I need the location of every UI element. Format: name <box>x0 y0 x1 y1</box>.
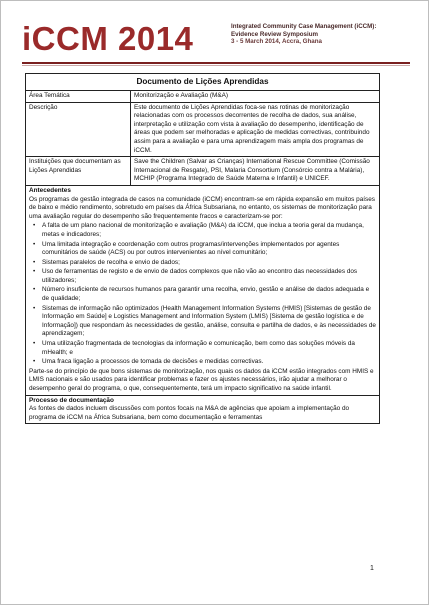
antecedentes-bullet-list <box>29 222 376 367</box>
list-item: • Uma limitada integração e coordenação com outros programas/intervenções implementados por agentes comunitários de saúde (ACS) ou por outros intervenientes ao nível comunitário; <box>42 241 376 258</box>
row-label: Área Temática <box>26 91 131 103</box>
symposium-title-line1: Integrated Community Case Management (iCCM): <box>231 23 377 30</box>
list-item: • Uma fraca ligação a processos de tomada de decisões e medidas correctivas. <box>42 358 376 367</box>
list-item: • Uso de ferramentas de registo e de envio de dados complexos que não vão ao encontro das necessidades dos utilizadores; <box>42 268 376 285</box>
table-row-antecedentes <box>26 185 380 395</box>
row-label: Instituições que documentam as Lições Aprendidas <box>26 157 131 186</box>
table-row <box>26 91 380 103</box>
list-item: • Uma utilização fragmentada de tecnologias da informação e comunicação, bem como das soluções móveis da mHealth; e <box>42 340 376 357</box>
row-value: Monitorização e Avaliação (M&A) <box>131 91 380 103</box>
lessons-learned-table <box>25 73 380 424</box>
antecedentes-section <box>26 185 380 395</box>
header-rule-thin <box>22 65 410 66</box>
section-title: Antecedentes <box>29 186 71 194</box>
list-item: • Número insuficiente de recursos humanos para garantir uma recolha, envio, gestão e análise de dados adequada e de qualidade; <box>42 286 376 303</box>
list-item: • A falta de um plano nacional de monitorização e avaliação (M&A) da iCCM, que inclua a teoria geral da mudança, metas e indicadores; <box>42 222 376 239</box>
table-row <box>26 157 380 186</box>
row-value: Save the Children (Salvar as Crianças) International Rescue Committee (Comissão Internacional de Resgate), PSI, Malaria Consortium (Consórcio contra a Malária), MCHIP (Programa Integrado de Saúde Materna e Infantil) e UNICEF. <box>131 157 380 186</box>
antecedentes-outro: Parte-se do princípio de que bons sistemas de monitorização, nos quais os dados da iCCM estão integrados com HMIS e LMIS nacionais e são usados para identificar problemas e fazer os ajustes necessários, irão ajudar a melhorar o desempenho geral do programa, o que, consequentemente, terá um impacto significativo na saúde infantil. <box>29 367 374 392</box>
processo-section <box>26 395 380 424</box>
table-row-processo <box>26 395 380 424</box>
processo-text: As fontes de dados incluem discussões com pontos focais na M&A de agências que apoiam a implementação do programa de iCCM na África Subsariana, bem como documentação e ferramentas <box>29 405 350 421</box>
antecedentes-intro: Os programas de gestão integrada de casos na comunidade (iCCM) encontram-se em rápida expansão em muitos países de baixo e médio rendimento, sobretudo em países da África Subsariana, no entanto, os sistemas de monitorização para uma avaliação regular do desempenho são frequentemente fracos e caracterizam-se por: <box>29 195 375 220</box>
section-title: Processo de documentação <box>29 396 114 404</box>
list-item: • Sistemas paralelos de recolha e envio de dados; <box>42 259 376 268</box>
document-title: Documento de Lições Aprendidas <box>26 74 380 91</box>
iccm-logo: iCCM 2014 <box>22 20 194 57</box>
table-row <box>26 102 380 157</box>
symposium-date-place: 3 - 5 March 2014, Accra, Ghana <box>231 38 322 46</box>
header-rule <box>22 62 410 64</box>
page-number: 1 <box>370 565 374 572</box>
row-label: Descrição <box>26 102 131 157</box>
row-value: Este documento de Lições Aprendidas foca-se nas rotinas de monitorização relacionadas com os processos decorrentes de recolha de dados, sua análise, interpretação e utilização com vista à avaliação do desempenho, identificação de áreas que podem ser melhoradas e aplicação de medidas correctivas, contribuindo assim para a avaliação e para uma aprendizagem mais ampla dos programas de iCCM. <box>131 102 380 157</box>
list-item: • Sistemas de informação não optimizados (Health Management Information Systems (HMIS) [Sistemas de gestão de Informação em Saúde] e Logistics Management and Information System (LMIS) [Sistema de gestão logística e de Informação]) que respondam às necessidades de gestão, análise, consulta e partilha de dados, e às necessidades de aprendizagem; <box>42 305 376 339</box>
symposium-title-line2: Evidence Review Symposium <box>231 30 319 38</box>
symposium-info <box>231 23 411 46</box>
